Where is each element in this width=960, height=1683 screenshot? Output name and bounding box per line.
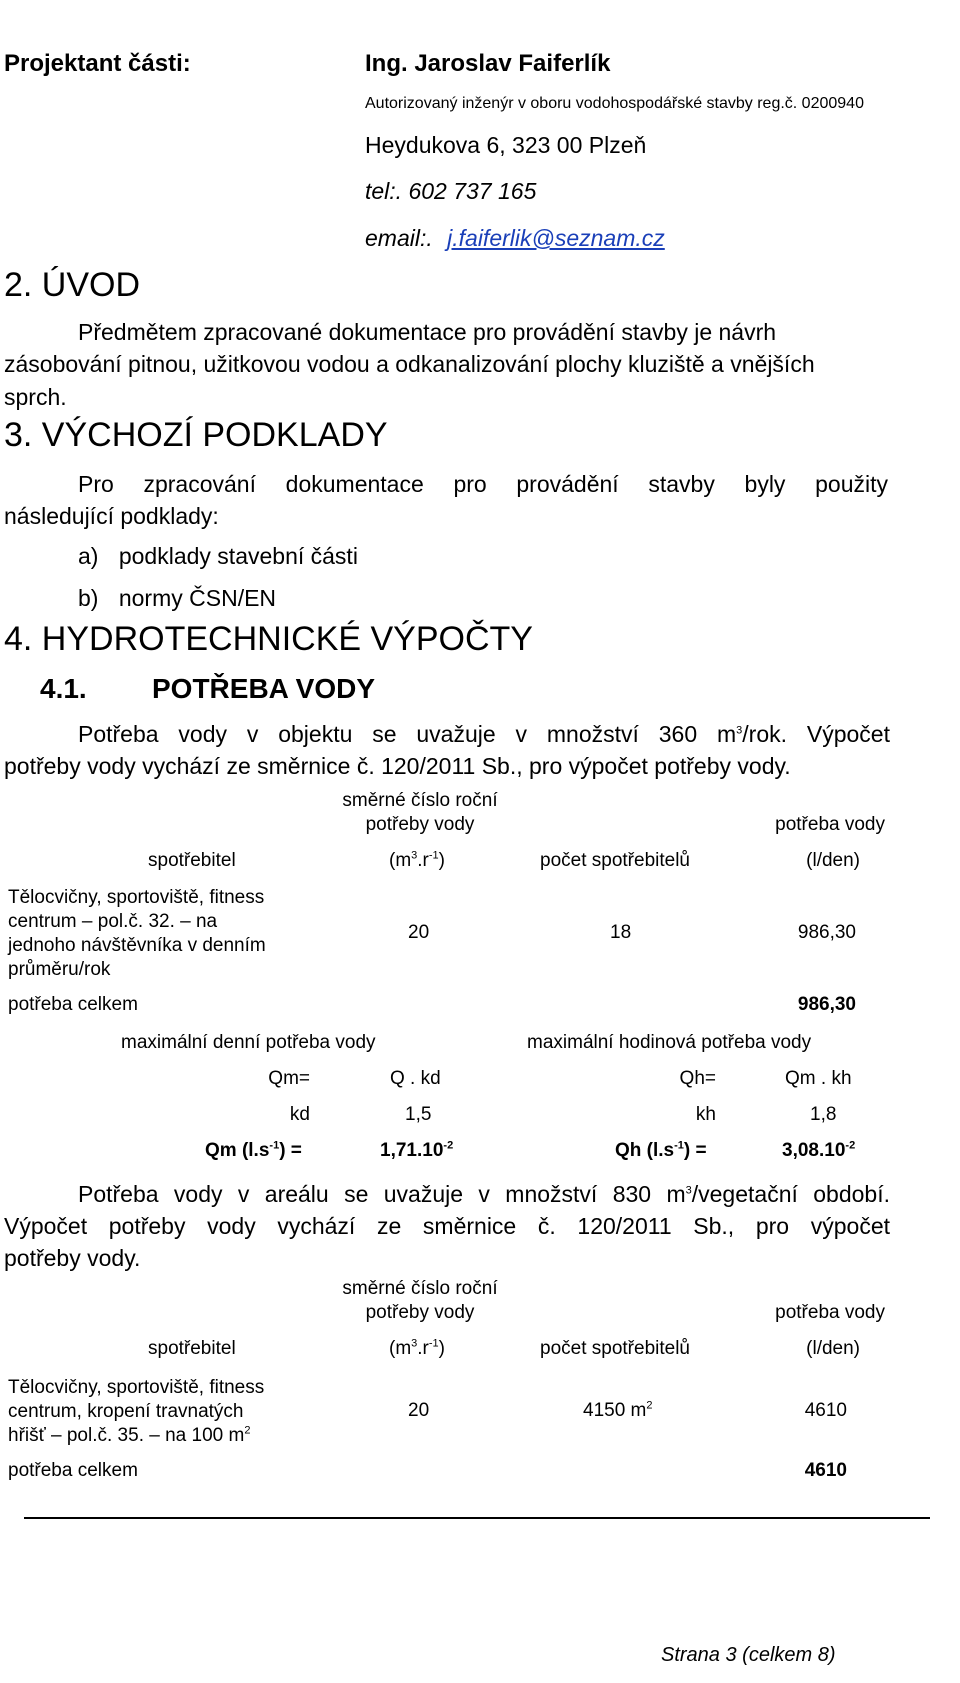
- table1-col2-head1: směrné číslo roční: [342, 790, 498, 811]
- para2-line1-text: Potřeba vody v areálu se uvažuje v množství 830 m: [78, 1181, 686, 1207]
- table2-cell: 20: [408, 1400, 430, 1421]
- para1-line1-text-end: /rok. Výpočet: [742, 721, 890, 747]
- designer-name: Ing. Jaroslav Faiferlík: [365, 50, 611, 77]
- table1-col2-unit: [389, 850, 445, 872]
- qh-result-label: [615, 1140, 707, 1162]
- unit-text: ): [438, 1338, 445, 1359]
- hourly-max-label: maximální hodinová potřeba vody: [527, 1032, 812, 1053]
- qm-equation: Qm=: [268, 1068, 310, 1089]
- superscript: 3: [685, 1184, 692, 1197]
- table1-col3-unit: počet spotřebitelů: [540, 850, 690, 871]
- para1-line1: [78, 718, 890, 750]
- table2-col1-unit: spotřebitel: [148, 1338, 236, 1359]
- table1-col4-unit: (l/den): [806, 850, 860, 871]
- qm-result-value: [380, 1140, 453, 1162]
- row-label-line: centrum – pol.č. 32. – na: [8, 911, 218, 932]
- kh-label: kh: [695, 1104, 716, 1125]
- table2-total-value: 4610: [804, 1460, 847, 1481]
- table2-total-label: potřeba celkem: [8, 1460, 138, 1481]
- list-item: [78, 540, 358, 572]
- designer-label: Projektant části:: [4, 50, 191, 77]
- unit-text: (m: [389, 850, 412, 871]
- authorization-text: Autorizovaný inženýr v oboru vodohospodářské stavby reg.č. 0200940: [365, 95, 864, 112]
- unit-text: .r: [417, 1338, 429, 1359]
- kh-value: 1,8: [810, 1104, 837, 1125]
- result-text: 1,71.10: [380, 1140, 444, 1161]
- para2-line3: potřeby vody.: [4, 1245, 141, 1271]
- row-label-line: Tělocvičny, sportoviště, fitness: [8, 1377, 265, 1398]
- table1-cell: 20: [408, 922, 430, 943]
- address-text: Heydukova 6, 323 00 Plzeň: [365, 132, 647, 158]
- section-2-heading: 2. ÚVOD: [4, 266, 141, 304]
- list-item-text: normy ČSN/EN: [118, 585, 277, 611]
- table2-col4-unit: (l/den): [806, 1338, 860, 1359]
- table1-cell: 986,30: [797, 922, 856, 943]
- section-4-heading: 4. HYDROTECHNICKÉ VÝPOČTY: [4, 620, 533, 658]
- table2-col4-head: potřeba vody: [775, 1302, 885, 1323]
- para1-line1-text: Potřeba vody v objektu se uvažuje v množství 360 m: [78, 721, 737, 747]
- row-label-line: centrum, kropení travnatých: [8, 1401, 244, 1422]
- para2-line1: [78, 1178, 890, 1210]
- cell-text: 4150 m: [583, 1400, 647, 1421]
- table2-row-label: [8, 1376, 264, 1448]
- list-item-text: podklady stavební části: [118, 543, 358, 569]
- table1-col1-unit: spotřebitel: [148, 850, 236, 871]
- superscript: -2: [845, 1139, 856, 1152]
- superscript: -1: [674, 1139, 684, 1152]
- row-label-line: průměru/rok: [8, 959, 111, 980]
- result-text: 3,08.10: [782, 1140, 846, 1161]
- table2-col3-unit: počet spotřebitelů: [540, 1338, 690, 1359]
- para2-line2: Výpočet potřeby vody vychází ze směrnice č. 120/2011 Sb., pro výpočet: [4, 1213, 890, 1239]
- section-3-text-line1: Pro zpracování dokumentace pro provádění stavby byly použity: [78, 471, 888, 497]
- page-number: Strana 3 (celkem 8): [661, 1644, 836, 1666]
- qm-result-label: [205, 1140, 302, 1162]
- table2-cell: [583, 1400, 653, 1422]
- unit-text: (m: [389, 1338, 412, 1359]
- kd-value: 1,5: [405, 1104, 432, 1125]
- section-2-text-line2: zásobování pitnou, užitkovou vodou a odkanalizování plochy kluziště a vnějších: [4, 351, 815, 377]
- result-text: ) =: [279, 1140, 302, 1161]
- superscript: -1: [269, 1139, 280, 1152]
- kd-label: kd: [289, 1104, 310, 1125]
- para1-line2: potřeby vody vychází ze směrnice č. 120/2011 Sb., pro výpočet potřeby vody.: [4, 753, 791, 779]
- superscript: -1: [428, 1337, 439, 1350]
- email-row: [365, 225, 665, 252]
- section-2-text-line1: Předmětem zpracované dokumentace pro provádění stavby je návrh: [78, 319, 777, 345]
- table1-col2-head2: potřeby vody: [365, 814, 475, 835]
- table2-cell: 4610: [804, 1400, 847, 1421]
- row-label-line: Tělocvičny, sportoviště, fitness: [8, 887, 265, 908]
- superscript: 3: [736, 724, 743, 737]
- subsection-number: 4.1.: [40, 673, 87, 704]
- qh-result-value: [782, 1140, 855, 1162]
- superscript: 3: [411, 1337, 418, 1350]
- table1-total-label: potřeba celkem: [8, 994, 138, 1015]
- section-3-heading: 3. VÝCHOZÍ PODKLADY: [4, 416, 388, 454]
- list-marker: a): [78, 543, 99, 569]
- table2-col2-head2: potřeby vody: [365, 1302, 475, 1323]
- superscript: 2: [244, 1424, 251, 1437]
- row-label-text: hřišť – pol.č. 35. – na 100 m: [8, 1425, 245, 1446]
- row-label-line: [8, 1424, 264, 1448]
- section-2-text-line3: sprch.: [4, 384, 67, 410]
- section-3-text-line2: následující podklady:: [4, 503, 219, 529]
- table1-cell: 18: [610, 922, 632, 943]
- result-text: ) =: [683, 1140, 707, 1161]
- list-marker: b): [78, 585, 99, 611]
- para2-line1-text-end: /vegetační období.: [691, 1181, 890, 1207]
- email-label: email:.: [365, 225, 433, 251]
- daily-max-label: maximální denní potřeba vody: [121, 1032, 376, 1053]
- qh-formula: Qm . kh: [785, 1068, 852, 1089]
- email-link[interactable]: j.faiferlik@seznam.cz: [447, 225, 665, 251]
- footer-divider: [24, 1517, 930, 1519]
- superscript: -2: [443, 1139, 454, 1152]
- list-item: [78, 582, 276, 614]
- unit-text: ): [438, 850, 445, 871]
- unit-text: .r: [417, 850, 429, 871]
- result-text: Qh (l.s: [615, 1140, 675, 1161]
- table2-col2-unit: [389, 1338, 445, 1360]
- table2-col2-head1: směrné číslo roční: [342, 1278, 498, 1299]
- superscript: 2: [646, 1399, 653, 1412]
- qh-equation: Qh=: [679, 1068, 716, 1089]
- table1-total-value: 986,30: [797, 994, 856, 1015]
- superscript: 3: [411, 849, 418, 862]
- qm-formula: Q . kd: [390, 1068, 441, 1089]
- table1-row-label: [8, 886, 266, 982]
- superscript: -1: [428, 849, 439, 862]
- result-text: Qm (l.s: [205, 1140, 270, 1161]
- subsection-title: POTŘEBA VODY: [152, 673, 375, 704]
- row-label-line: jednoho návštěvníka v denním: [8, 935, 266, 956]
- phone-text: tel:. 602 737 165: [365, 178, 537, 204]
- table1-col4-head: potřeba vody: [775, 814, 885, 835]
